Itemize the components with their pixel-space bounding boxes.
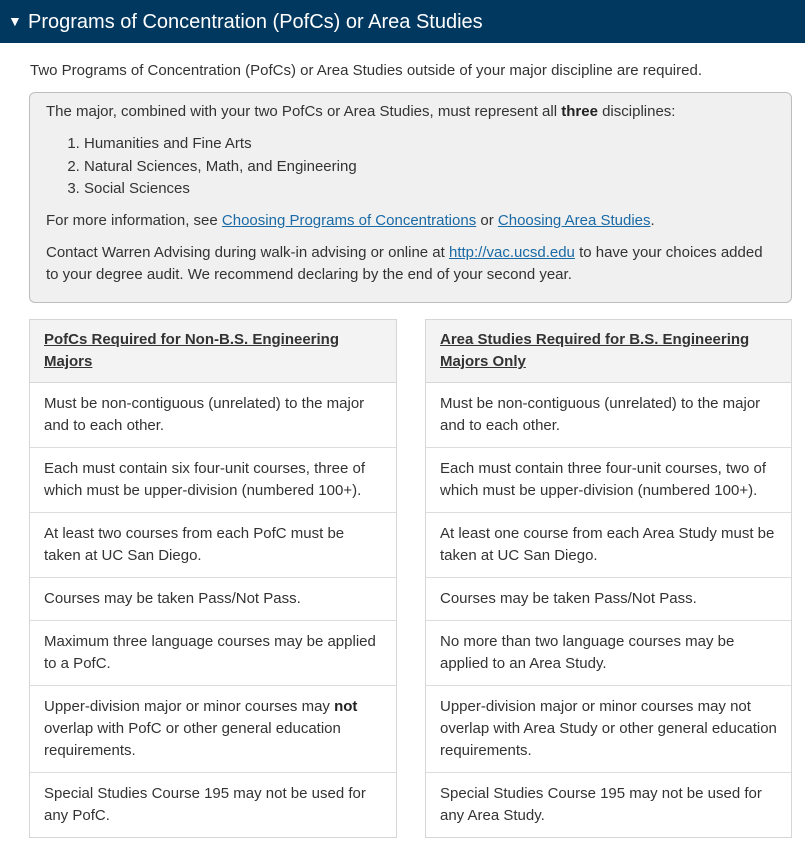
area-studies-requirements-panel [425, 319, 792, 838]
table-row: Upper-division major or minor courses may not overlap with PofC or other general education requirements. [30, 686, 396, 773]
table-row: At least one course from each Area Study must be taken at UC San Diego. [426, 513, 791, 578]
section-header[interactable] [0, 0, 805, 43]
contact-info: Contact Warren Advising during walk-in advising or online at http://vac.ucsd.edu to have your choices added to your degree audit. We recommend declaring by the end of your second year. [46, 243, 763, 283]
table-row: Must be non-contiguous (unrelated) to the major and to each other. [30, 383, 396, 448]
intro-text: Two Programs of Concentration (PofCs) or Area Studies outside of your major discipline are required. [30, 62, 702, 79]
table-row: Must be non-contiguous (unrelated) to the major and to each other. [426, 383, 791, 448]
table-row: Special Studies Course 195 may not be used for any Area Study. [440, 785, 762, 824]
panel-heading: Area Studies Required for B.S. Engineering Majors Only [426, 320, 791, 383]
three-emphasis: three [561, 103, 598, 120]
pofc-requirements-panel [29, 319, 397, 838]
more-info: For more information, see Choosing Programs of Concentrations or Choosing Area Studies. [46, 211, 655, 229]
triangle-down-icon[interactable]: ▼ [8, 12, 22, 29]
table-row: No more than two language courses may be applied to an Area Study. [426, 621, 791, 686]
panel-heading: PofCs Required for Non-B.S. Engineering Majors [30, 320, 396, 383]
list-item: 3. Social Sciences [84, 178, 776, 201]
table-row: Courses may be taken Pass/Not Pass. [30, 578, 396, 621]
choosing-area-studies-link[interactable]: Choosing Area Studies [497, 211, 651, 229]
table-row: Maximum three language courses may be applied to a PofC. [30, 621, 396, 686]
disciplines-list [46, 133, 776, 201]
not-emphasis: not [334, 698, 358, 715]
table-row: At least two courses from each PofC must be taken at UC San Diego. [30, 513, 396, 578]
section-title: Programs of Concentration (PofCs) or Area Studies [28, 10, 483, 33]
vac-link[interactable]: http://vac.ucsd.edu [448, 243, 575, 261]
list-item: 2. Natural Sciences, Math, and Engineering [84, 156, 776, 179]
table-row: Each must contain six four-unit courses, three of which must be upper-division (numbered 100+). [30, 448, 396, 513]
choosing-pofc-link[interactable]: Choosing Programs of Concentrations [221, 211, 477, 229]
list-item: 1. Humanities and Fine Arts [84, 133, 776, 156]
disciplines-callout [29, 92, 792, 303]
table-row: Each must contain three four-unit courses, two of which must be upper-division (numbered 100+). [426, 448, 791, 513]
table-row: Special Studies Course 195 may not be used for any PofC. [44, 785, 366, 824]
callout-lead: The major, combined with your two PofCs or Area Studies, must represent all three disciplines: [46, 103, 676, 120]
table-row: Upper-division major or minor courses may not overlap with Area Study or other general education requirements. [426, 686, 791, 773]
table-row: Courses may be taken Pass/Not Pass. [426, 578, 791, 621]
